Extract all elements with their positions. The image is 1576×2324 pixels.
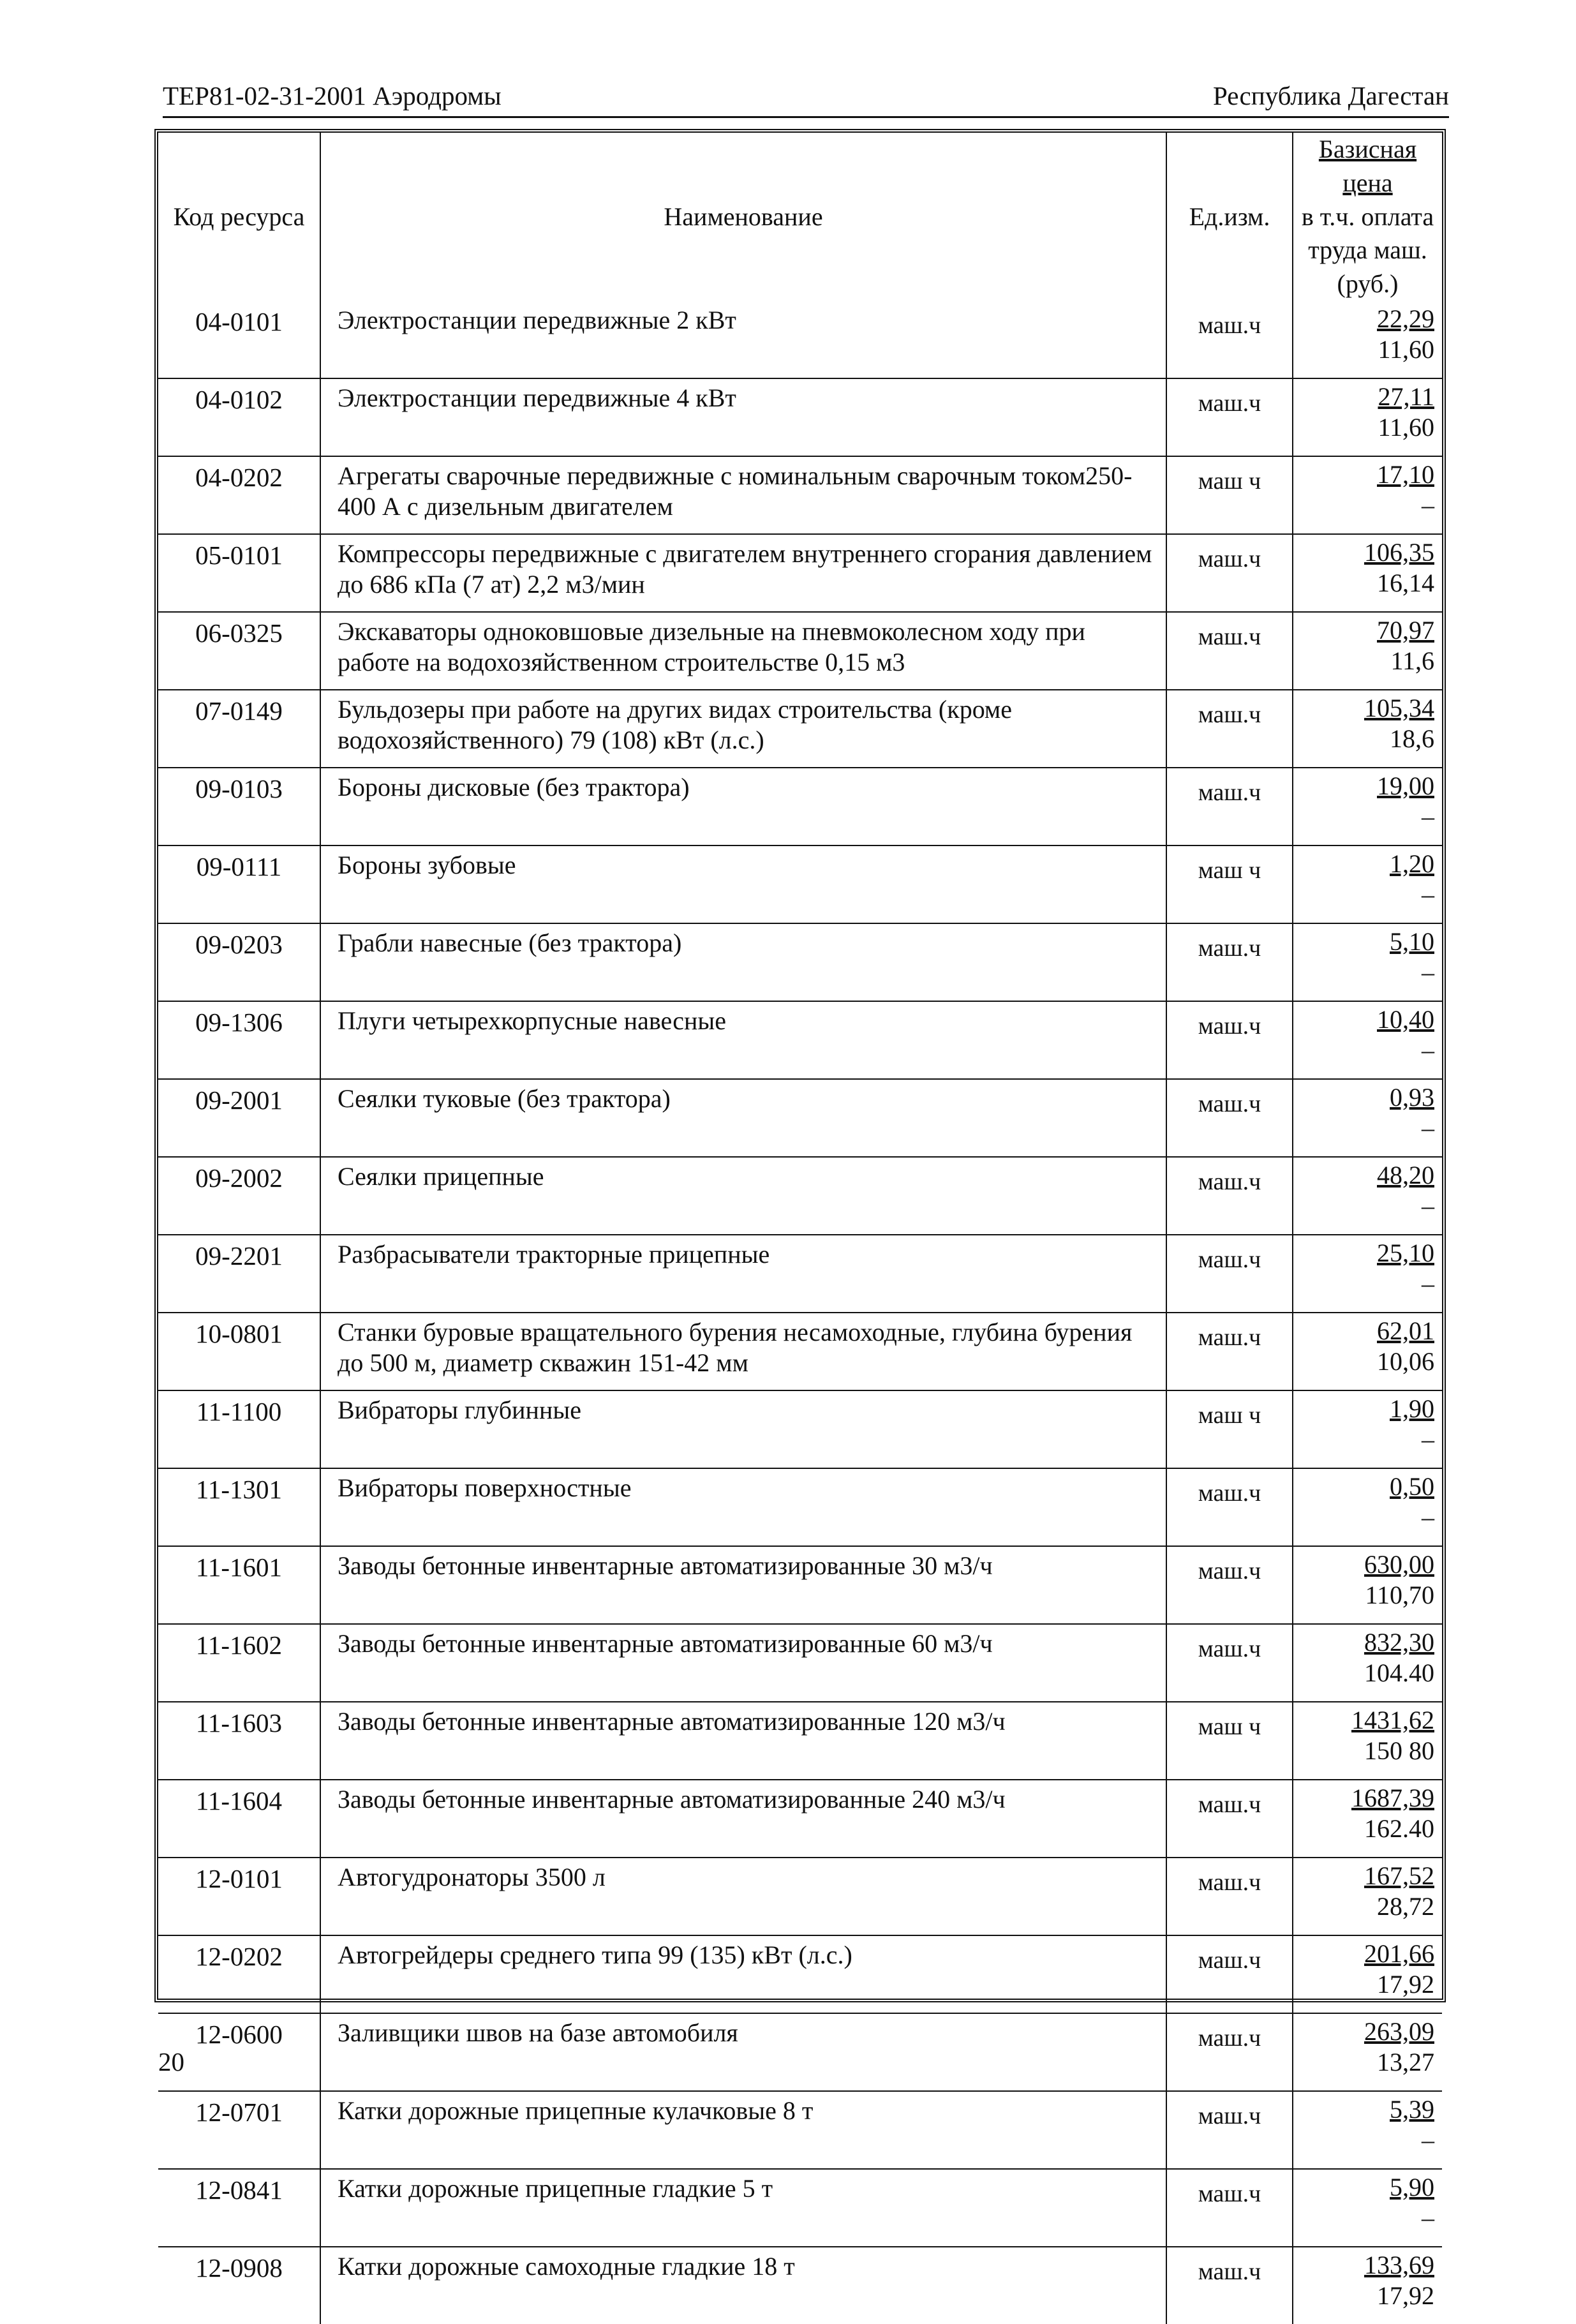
base-price: 27,11 [1378, 382, 1434, 411]
price-header-line-1: Базисная цена [1318, 135, 1417, 197]
resource-code: 12-0701 [158, 2091, 320, 2169]
unit-of-measure: маш ч [1166, 1390, 1293, 1468]
labor-cost: 16,14 [1377, 568, 1434, 597]
unit-of-measure: маш.ч [1166, 2247, 1293, 2324]
base-price: 1687,39 [1351, 1783, 1434, 1812]
price-cell [1293, 2091, 1442, 2169]
resource-name: Разбрасыватели тракторные прицепные [320, 1235, 1166, 1313]
resource-code: 12-0101 [158, 1858, 320, 1935]
resource-code: 05-0101 [158, 534, 320, 612]
table-row [158, 768, 1442, 845]
table-row [158, 845, 1442, 923]
table-body [158, 301, 1442, 2324]
base-price: 48,20 [1377, 1160, 1434, 1189]
column-header-unit: Ед.изм. [1166, 133, 1293, 301]
table-row [158, 1935, 1442, 2013]
price-cell [1293, 1235, 1442, 1313]
price-cell [1293, 1390, 1442, 1468]
labor-cost: – [1422, 957, 1434, 987]
resource-name: Заводы бетонные инвентарные автоматизированные 60 м3/ч [320, 1624, 1166, 1702]
base-price: 106,35 [1364, 537, 1434, 567]
resource-code: 09-1306 [158, 1001, 320, 1079]
table-row [158, 1001, 1442, 1079]
unit-of-measure: маш.ч [1166, 1313, 1293, 1390]
unit-of-measure: маш ч [1166, 845, 1293, 923]
resource-name: Вибраторы поверхностные [320, 1468, 1166, 1546]
table-row [158, 1313, 1442, 1390]
labor-cost: 110,70 [1365, 1580, 1434, 1609]
table-row [158, 301, 1442, 378]
table-header-row [158, 133, 1442, 301]
resource-code: 12-0841 [158, 2169, 320, 2247]
resource-code: 12-0908 [158, 2247, 320, 2324]
labor-cost: 13,27 [1377, 2047, 1434, 2076]
price-cell [1293, 1935, 1442, 2013]
resource-name: Сеялки прицепные [320, 1157, 1166, 1235]
resource-name: Катки дорожные прицепные гладкие 5 т [320, 2169, 1166, 2247]
base-price: 201,66 [1364, 1939, 1434, 1968]
resource-code: 09-2001 [158, 1079, 320, 1157]
labor-cost: – [1422, 1269, 1434, 1298]
price-header-line-4: (руб.) [1337, 269, 1399, 299]
base-price: 1,90 [1390, 1394, 1434, 1423]
price-cell [1293, 845, 1442, 923]
price-cell [1293, 1702, 1442, 1780]
price-cell [1293, 1468, 1442, 1546]
base-price: 0,50 [1390, 1471, 1434, 1501]
resource-code: 09-2002 [158, 1157, 320, 1235]
base-price: 105,34 [1364, 693, 1434, 722]
labor-cost: – [1422, 1191, 1434, 1220]
table-row [158, 378, 1442, 456]
unit-of-measure: маш.ч [1166, 1546, 1293, 1624]
base-price: 25,10 [1377, 1238, 1434, 1267]
resource-code: 04-0102 [158, 378, 320, 456]
base-price: 263,09 [1364, 2016, 1434, 2046]
resource-price-table [158, 133, 1442, 2324]
resource-name: Катки дорожные прицепные кулачковые 8 т [320, 2091, 1166, 2169]
unit-of-measure: маш.ч [1166, 378, 1293, 456]
price-header-line-3: труда маш. [1308, 235, 1427, 265]
unit-of-measure: маш.ч [1166, 2091, 1293, 2169]
table-row [158, 1157, 1442, 1235]
resource-name: Бульдозеры при работе на других видах строительства (кроме водохозяйственного) 79 (108) кВт (л.с.) [320, 690, 1166, 768]
resource-name: Заводы бетонные инвентарные автоматизированные 240 м3/ч [320, 1780, 1166, 1858]
resource-name: Бороны дисковые (без трактора) [320, 768, 1166, 845]
resource-name: Электростанции передвижные 4 кВт [320, 378, 1166, 456]
price-cell [1293, 1780, 1442, 1858]
resource-code: 12-0202 [158, 1935, 320, 2013]
column-header-code: Код ресурса [158, 133, 320, 301]
table-row [158, 456, 1442, 534]
column-header-price [1293, 133, 1442, 301]
base-price: 5,39 [1390, 2094, 1434, 2124]
price-cell [1293, 301, 1442, 378]
price-cell [1293, 456, 1442, 534]
table-row [158, 1624, 1442, 1702]
labor-cost: 11,60 [1378, 334, 1434, 364]
unit-of-measure: маш.ч [1166, 1468, 1293, 1546]
labor-cost: 11,6 [1390, 646, 1434, 675]
table-row [158, 2091, 1442, 2169]
resource-name: Вибраторы глубинные [320, 1390, 1166, 1468]
base-price: 70,97 [1377, 615, 1434, 644]
base-price: 22,29 [1377, 304, 1434, 333]
table-row [158, 1390, 1442, 1468]
labor-cost: – [1422, 1113, 1434, 1142]
base-price: 5,90 [1390, 2172, 1434, 2201]
table-row [158, 1235, 1442, 1313]
price-cell [1293, 1157, 1442, 1235]
unit-of-measure: маш ч [1166, 1702, 1293, 1780]
base-price: 832,30 [1364, 1627, 1434, 1657]
labor-cost: 150 80 [1364, 1736, 1434, 1765]
resource-code: 07-0149 [158, 690, 320, 768]
unit-of-measure: маш.ч [1166, 1001, 1293, 1079]
resource-name: Бороны зубовые [320, 845, 1166, 923]
page-number: 20 [158, 2047, 184, 2076]
labor-cost: – [1422, 1035, 1434, 1064]
base-price: 62,01 [1377, 1316, 1434, 1345]
unit-of-measure: маш.ч [1166, 534, 1293, 612]
resource-code: 11-1100 [158, 1390, 320, 1468]
unit-of-measure: маш ч [1166, 456, 1293, 534]
price-cell [1293, 923, 1442, 1001]
resource-code: 11-1604 [158, 1780, 320, 1858]
unit-of-measure: маш.ч [1166, 690, 1293, 768]
resource-code: 09-2201 [158, 1235, 320, 1313]
base-price: 5,10 [1390, 927, 1434, 956]
price-cell [1293, 534, 1442, 612]
table-row [158, 1468, 1442, 1546]
resource-name: Заливщики швов на базе автомобиля [320, 2013, 1166, 2091]
resource-name: Агрегаты сварочные передвижные с номинальным сварочным током250-400 А с дизельным двигателем [320, 456, 1166, 534]
base-price: 1431,62 [1351, 1705, 1434, 1734]
labor-cost: – [1422, 1424, 1434, 1454]
labor-cost: – [1422, 490, 1434, 519]
base-price: 17,10 [1377, 459, 1434, 489]
resource-name: Плуги четырехкорпусные навесные [320, 1001, 1166, 1079]
price-cell [1293, 2013, 1442, 2091]
price-cell [1293, 612, 1442, 690]
document-code: ТЕР81-02-31-2001 Аэродромы [163, 81, 502, 110]
unit-of-measure: маш.ч [1166, 2013, 1293, 2091]
table-row [158, 612, 1442, 690]
base-price: 0,93 [1390, 1082, 1434, 1112]
price-cell [1293, 378, 1442, 456]
table-row [158, 923, 1442, 1001]
labor-cost: 18,6 [1390, 724, 1434, 753]
resource-code: 11-1602 [158, 1624, 320, 1702]
unit-of-measure: маш.ч [1166, 1624, 1293, 1702]
labor-cost: – [1422, 879, 1434, 909]
resource-name: Автогудронаторы 3500 л [320, 1858, 1166, 1935]
resource-code: 11-1603 [158, 1702, 320, 1780]
labor-cost: – [1422, 2203, 1434, 2232]
labor-cost: – [1422, 2125, 1434, 2154]
resource-name: Сеялки туковые (без трактора) [320, 1079, 1166, 1157]
price-cell [1293, 2169, 1442, 2247]
table-row [158, 2013, 1442, 2091]
unit-of-measure: маш.ч [1166, 1780, 1293, 1858]
resource-code: 06-0325 [158, 612, 320, 690]
price-cell [1293, 768, 1442, 845]
labor-cost: 17,92 [1377, 2281, 1434, 2310]
labor-cost: 162.40 [1364, 1814, 1434, 1843]
table-row [158, 1079, 1442, 1157]
resource-name: Компрессоры передвижные с двигателем внутреннего сгорания давлением до 686 кПа (7 ат) 2,2 м3/мин [320, 534, 1166, 612]
price-cell [1293, 1624, 1442, 1702]
price-header-line-2: в т.ч. оплата [1301, 202, 1434, 231]
labor-cost: – [1422, 1502, 1434, 1531]
unit-of-measure: маш.ч [1166, 768, 1293, 845]
table-row [158, 1702, 1442, 1780]
base-price: 1,20 [1390, 849, 1434, 878]
unit-of-measure: маш.ч [1166, 1858, 1293, 1935]
price-cell [1293, 2247, 1442, 2324]
base-price: 167,52 [1364, 1861, 1434, 1890]
resource-name: Экскаваторы одноковшовые дизельные на пневмоколесном ходу при работе на водохозяйственном строительстве 0,15 м3 [320, 612, 1166, 690]
unit-of-measure: маш.ч [1166, 923, 1293, 1001]
resource-code: 09-0203 [158, 923, 320, 1001]
unit-of-measure: маш.ч [1166, 1935, 1293, 2013]
resource-table-frame [154, 129, 1446, 2310]
labor-cost: 28,72 [1377, 1891, 1434, 1921]
resource-code: 11-1301 [158, 1468, 320, 1546]
labor-cost: 11,60 [1378, 412, 1434, 442]
table-row [158, 690, 1442, 768]
resource-name: Грабли навесные (без трактора) [320, 923, 1166, 1001]
resource-code: 10-0801 [158, 1313, 320, 1390]
base-price: 133,69 [1364, 2250, 1434, 2279]
resource-code: 09-0111 [158, 845, 320, 923]
unit-of-measure: маш.ч [1166, 1157, 1293, 1235]
region-name: Республика Дагестан [1213, 81, 1449, 110]
table-row [158, 2169, 1442, 2247]
labor-cost: – [1422, 801, 1434, 831]
unit-of-measure: маш.ч [1166, 1235, 1293, 1313]
unit-of-measure: маш.ч [1166, 2169, 1293, 2247]
table-row [158, 1780, 1442, 1858]
resource-code: 04-0101 [158, 301, 320, 378]
labor-cost: 17,92 [1377, 1969, 1434, 1999]
base-price: 630,00 [1364, 1549, 1434, 1579]
price-cell [1293, 1313, 1442, 1390]
table-row [158, 534, 1442, 612]
resource-name: Автогрейдеры среднего типа 99 (135) кВт (л.с.) [320, 1935, 1166, 2013]
price-cell [1293, 1858, 1442, 1935]
price-cell [1293, 1546, 1442, 1624]
resource-name: Катки дорожные самоходные гладкие 18 т [320, 2247, 1166, 2324]
page-header [163, 80, 1449, 118]
labor-cost: 104.40 [1364, 1658, 1434, 1687]
unit-of-measure: маш.ч [1166, 612, 1293, 690]
unit-of-measure: маш.ч [1166, 301, 1293, 378]
base-price: 10,40 [1377, 1004, 1434, 1034]
resource-code: 12-0600 [158, 2013, 320, 2091]
price-cell [1293, 690, 1442, 768]
resource-name: Электростанции передвижные 2 кВт [320, 301, 1166, 378]
base-price: 19,00 [1377, 771, 1434, 800]
labor-cost: 10,06 [1377, 1346, 1434, 1376]
table-row [158, 1546, 1442, 1624]
resource-code: 09-0103 [158, 768, 320, 845]
column-header-name: Наименование [320, 133, 1166, 301]
price-cell [1293, 1079, 1442, 1157]
resource-name: Станки буровые вращательного бурения несамоходные, глубина бурения до 500 м, диаметр скважин 151-42 мм [320, 1313, 1166, 1390]
price-cell [1293, 1001, 1442, 1079]
resource-name: Заводы бетонные инвентарные автоматизированные 30 м3/ч [320, 1546, 1166, 1624]
unit-of-measure: маш.ч [1166, 1079, 1293, 1157]
table-row [158, 1858, 1442, 1935]
resource-code: 11-1601 [158, 1546, 320, 1624]
resource-name: Заводы бетонные инвентарные автоматизированные 120 м3/ч [320, 1702, 1166, 1780]
resource-code: 04-0202 [158, 456, 320, 534]
table-row [158, 2247, 1442, 2324]
